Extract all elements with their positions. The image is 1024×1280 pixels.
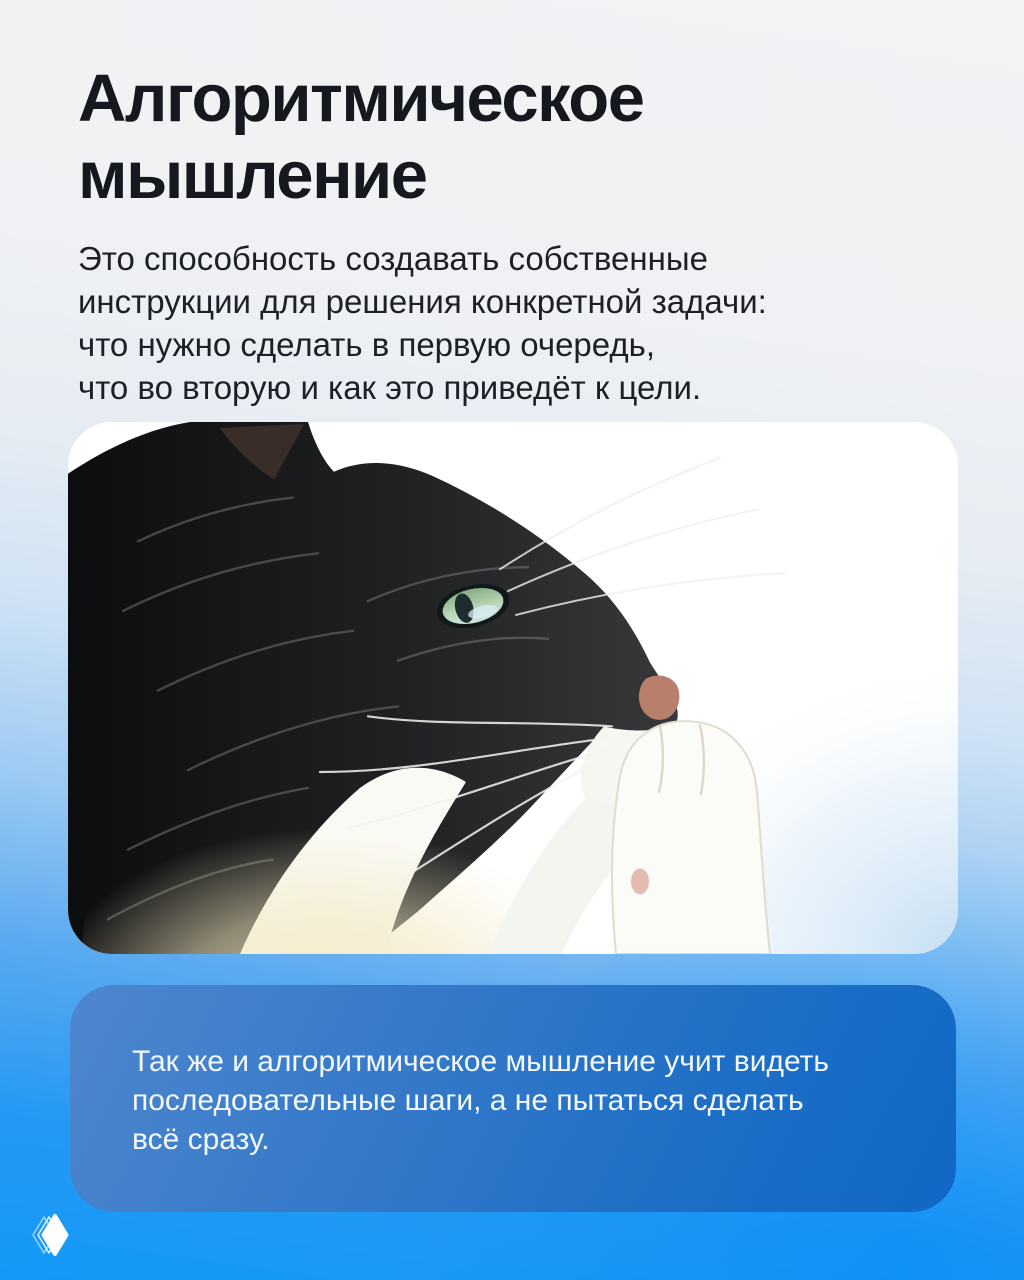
title-line: мышление <box>78 138 427 213</box>
cat-photo-card <box>68 422 958 954</box>
brand-logo <box>31 1210 71 1260</box>
intro-line: что нужно сделать в первую очередь, <box>78 326 656 363</box>
intro-text <box>78 237 767 409</box>
cat-paw <box>612 721 770 954</box>
intro-line: инструкции для решения конкретной задачи: <box>78 283 767 320</box>
quote-card <box>70 985 956 1212</box>
cat-photo-illustration <box>68 422 958 954</box>
page-title <box>78 60 643 214</box>
intro-line: Это способность создавать собственные <box>78 240 708 277</box>
intro-line: что во вторую и как это приведёт к цели. <box>78 369 702 406</box>
title-line: Алгоритмическое <box>78 61 644 136</box>
paw-pink-pad <box>631 868 649 894</box>
quote-line: последовательные шаги, а не пытаться сделать <box>132 1084 804 1117</box>
quote-line: Так же и алгоритмическое мышление учит видеть <box>132 1045 830 1078</box>
layered-diamond-logo-icon <box>31 1210 71 1260</box>
quote-line: всё сразу. <box>132 1123 270 1156</box>
quote-text <box>132 1042 900 1159</box>
cat-nose <box>639 675 679 719</box>
